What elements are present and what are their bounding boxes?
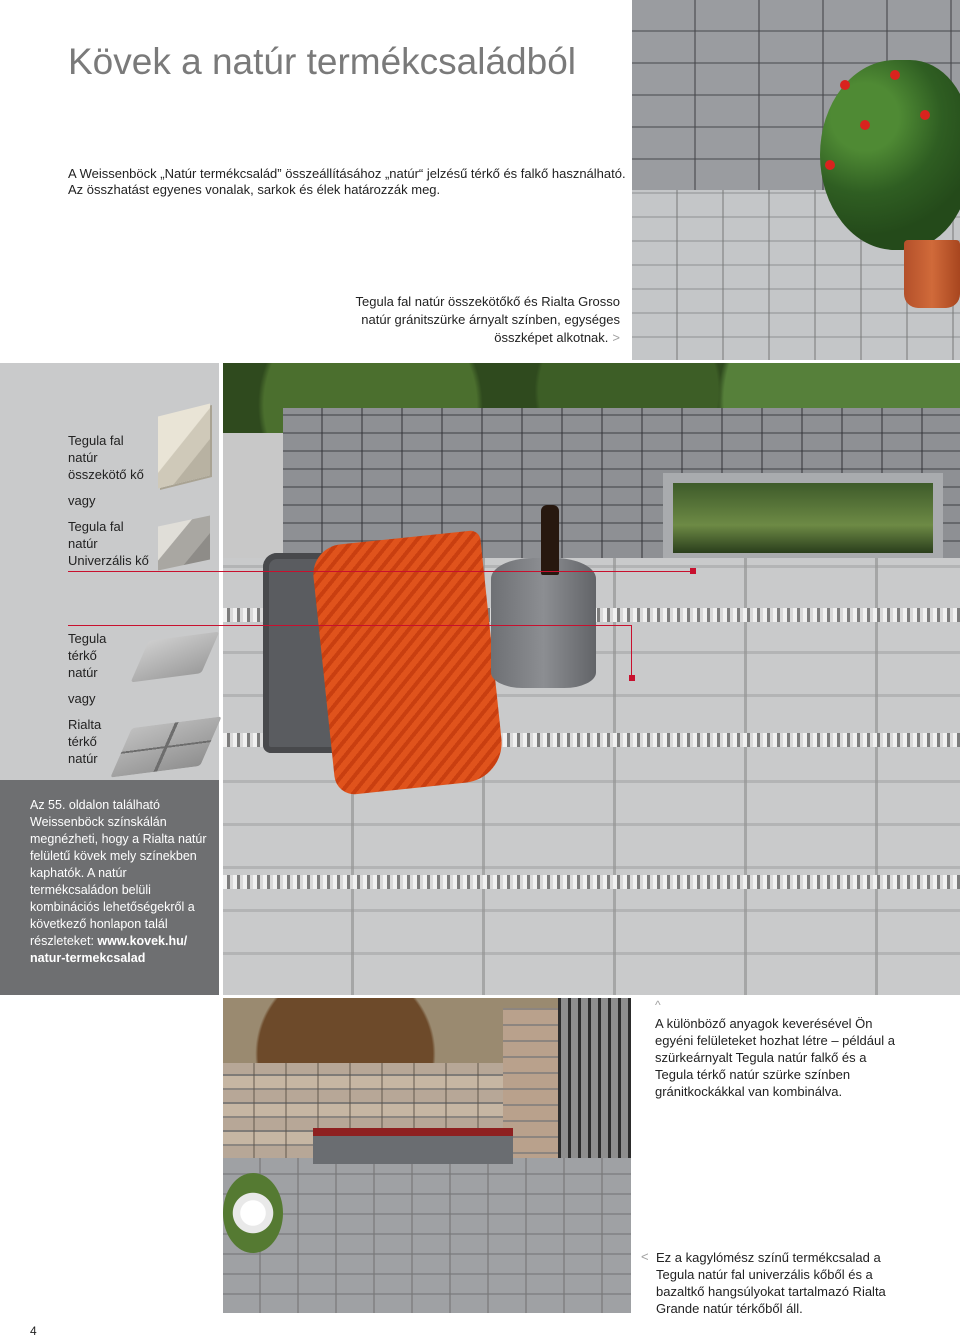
caption-top-text: Tegula fal natúr összekötőkő és Rialta Grosso natúr gránitszürke árnyalt színben, egységes összképet alkotnak.: [355, 294, 620, 345]
page-title: Kövek a natúr termékcsaládból: [68, 41, 576, 82]
sidebar-info-body: Az 55. oldalon található Weissenböck színskálán megnézheti, hogy a Rialta natúr felületű kövek mely színekben kaphatók. A natúr termékcsaládon belüli kombinációs lehetőségekről a következő honlapon talál részleteket:: [30, 798, 207, 948]
leader-line-paver-drop: [631, 625, 632, 677]
swatch-tegula-wall-connector: [158, 404, 210, 489]
photo-bench-wall: [223, 998, 631, 1313]
caption-right: A különböző anyagok keverésével Ön egyéni felületeket hozhat létre – például a szürkeárnyalt Tegula natúr falkő és a Tegula térkő natúr szürke színben gránitkockákkal van kombinálva.: [655, 1016, 895, 1099]
caption-top: [330, 293, 620, 347]
caption-bottom: Ez a kagylómész színű termékcsalad a Tegula natúr fal univerzális kőből és a bazaltkő hangsúlyokat tartalmazó Rialta Grande natúr térkőből áll.: [656, 1250, 886, 1316]
arrow-left-icon: <: [641, 1249, 649, 1264]
leader-line-paver: [68, 625, 632, 626]
leader-dot-paver: [629, 675, 635, 681]
label-or-2: vagy: [68, 691, 96, 706]
leader-dot-wall: [690, 568, 696, 574]
label-or-1: vagy: [68, 493, 96, 508]
arrow-up-icon: ^: [655, 998, 661, 1012]
intro-paragraph: A Weissenböck „Natúr termékcsalád” összeállításához „natúr“ jelzésű térkő és falkő használható. Az összhatást egyenes vonalak, sarkok és élek határozzák meg.: [68, 166, 626, 197]
photo-wall-flowers: [632, 0, 960, 360]
label-tegula-paver: Tegula térkő natúr: [68, 631, 107, 680]
leader-line-wall: [68, 571, 693, 572]
sidebar-info-link[interactable]: www.kovek.hu/ natur-termekcsalad: [30, 934, 188, 965]
label-tegula-wall-connector: Tegula fal natúr összekötő kő: [68, 433, 144, 482]
label-tegula-wall-universal: Tegula fal natúr Univerzális kő: [68, 519, 149, 568]
sidebar-info-text: [30, 797, 210, 967]
page-number: 4: [30, 1324, 37, 1338]
arrow-right-icon: >: [612, 330, 620, 345]
photo-patio-pond: [223, 363, 960, 995]
label-rialta-paver: Rialta térkő natúr: [68, 717, 102, 766]
